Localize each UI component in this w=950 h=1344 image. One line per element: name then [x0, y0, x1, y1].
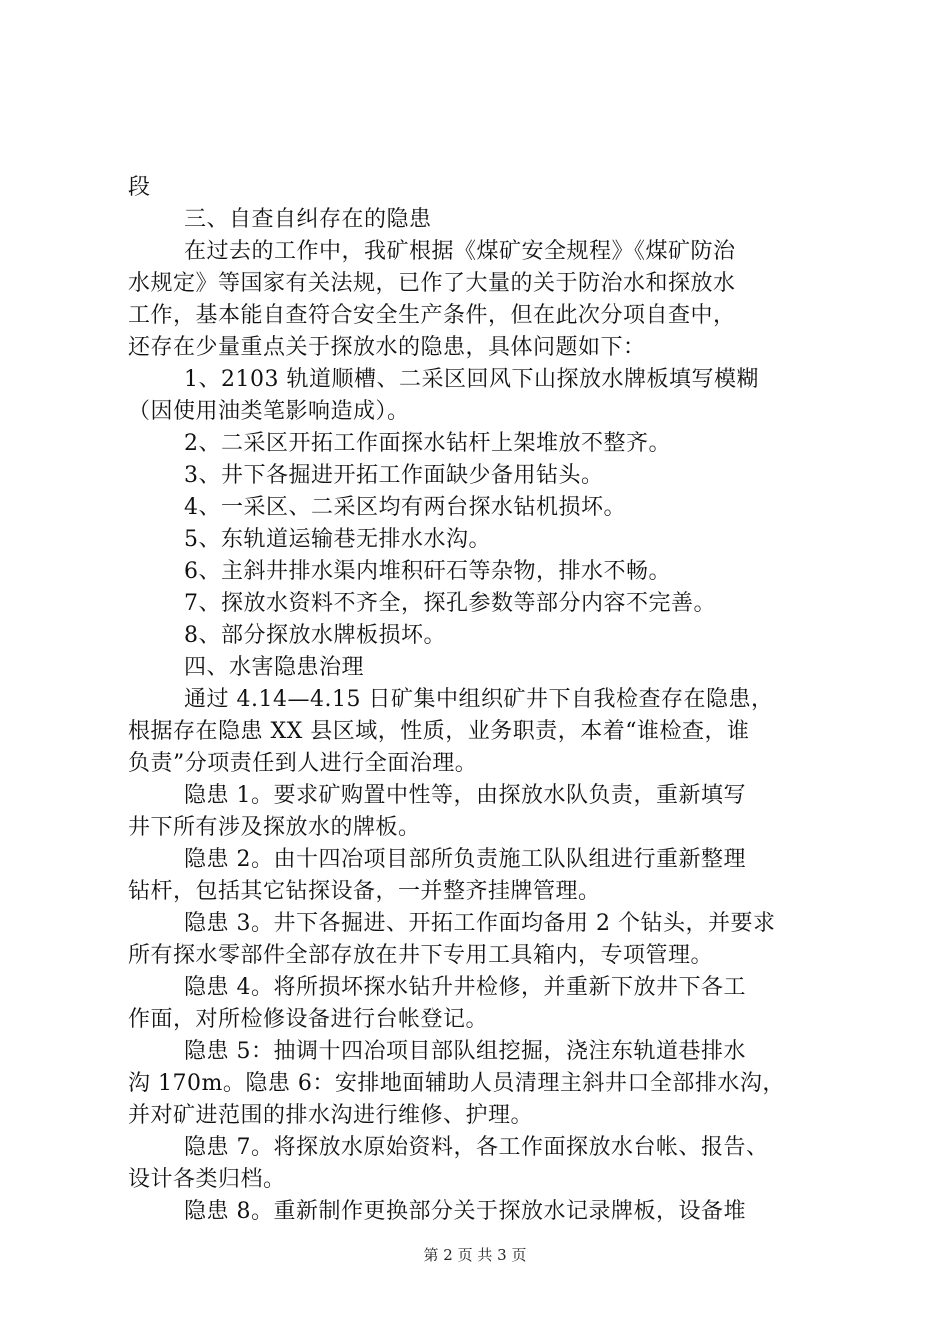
text-line: （因使用油类笔影响造成）。 — [128, 399, 410, 424]
text-line: 隐患 4。将所损坏探水钻升井检修，并重新下放井下各工 — [184, 975, 746, 1000]
text-line: 2、二采区开拓工作面探水钻杆上架堆放不整齐。 — [184, 431, 671, 456]
text-line: 隐患 3。井下各掘进、开拓工作面均备用 2 个钻头，并要求 — [184, 911, 776, 936]
text-line: 隐患 8。重新制作更换部分关于探放水记录牌板，设备堆 — [184, 1199, 746, 1224]
document-body — [128, 172, 838, 1228]
text-line: 4、一采区、二采区均有两台探水钻机损坏。 — [184, 495, 626, 520]
text-line: 还存在少量重点关于探放水的隐患，具体问题如下： — [128, 335, 646, 360]
page-footer: 第 2 页 共 3 页 — [423, 1246, 527, 1264]
text-line: 隐患 5：抽调十四冶项目部队组挖掘，浇注东轨道巷排水 — [184, 1039, 746, 1064]
text-line: 通过 4.14—4.15 日矿集中组织矿井下自我检查存在隐患， — [184, 687, 774, 712]
text-line: 1、2103 轨道顺槽、二采区回风下山探放水牌板填写模糊 — [184, 367, 759, 392]
text-line: 5、东轨道运输巷无排水水沟。 — [184, 527, 491, 552]
text-line: 段 — [128, 175, 151, 200]
text-line: 井下所有涉及探放水的牌板。 — [128, 815, 421, 840]
text-line: 隐患 1。要求矿购置中性等，由探放水队负责，重新填写 — [184, 783, 746, 808]
text-line: 并对矿进范围的排水沟进行维修、护理。 — [128, 1103, 534, 1128]
text-line: 根据存在隐患 XX 县区域，性质，业务职责，本着“谁检查，谁 — [128, 719, 750, 744]
text-line: 钻杆，包括其它钻探设备，一并整齐挂牌管理。 — [128, 879, 601, 904]
text-line: 8、部分探放水牌板损坏。 — [184, 623, 446, 648]
text-line: 设计各类归档。 — [128, 1167, 286, 1192]
text-line: 7、探放水资料不齐全，探孔参数等部分内容不完善。 — [184, 591, 716, 616]
text-line: 三、自查自纠存在的隐患 — [184, 207, 432, 232]
text-line: 隐患 7。将探放水原始资料，各工作面探放水台帐、报告、 — [184, 1135, 769, 1160]
text-line: 作面，对所检修设备进行台帐登记。 — [128, 1007, 489, 1032]
text-line: 沟 170m。隐患 6：安排地面辅助人员清理主斜井口全部排水沟， — [128, 1071, 785, 1096]
text-line: 6、主斜井排水渠内堆积矸石等杂物，排水不畅。 — [184, 559, 671, 584]
text-line: 负责”分项责任到人进行全面治理。 — [128, 751, 478, 776]
text-line: 所有探水零部件全部存放在井下专用工具箱内，专项管理。 — [128, 943, 714, 968]
text-line: 隐患 2。由十四冶项目部所负责施工队队组进行重新整理 — [184, 847, 746, 872]
text-line: 3、井下各掘进开拓工作面缺少备用钻头。 — [184, 463, 604, 488]
text-line: 四、水害隐患治理 — [184, 655, 365, 680]
text-line: 在过去的工作中，我矿根据《煤矿安全规程》《煤矿防治 — [184, 239, 736, 264]
text-line: 水规定》等国家有关法规，已作了大量的关于防治水和探放水 — [128, 271, 736, 296]
text-line: 工作，基本能自查符合安全生产条件，但在此次分项自查中， — [128, 303, 736, 328]
